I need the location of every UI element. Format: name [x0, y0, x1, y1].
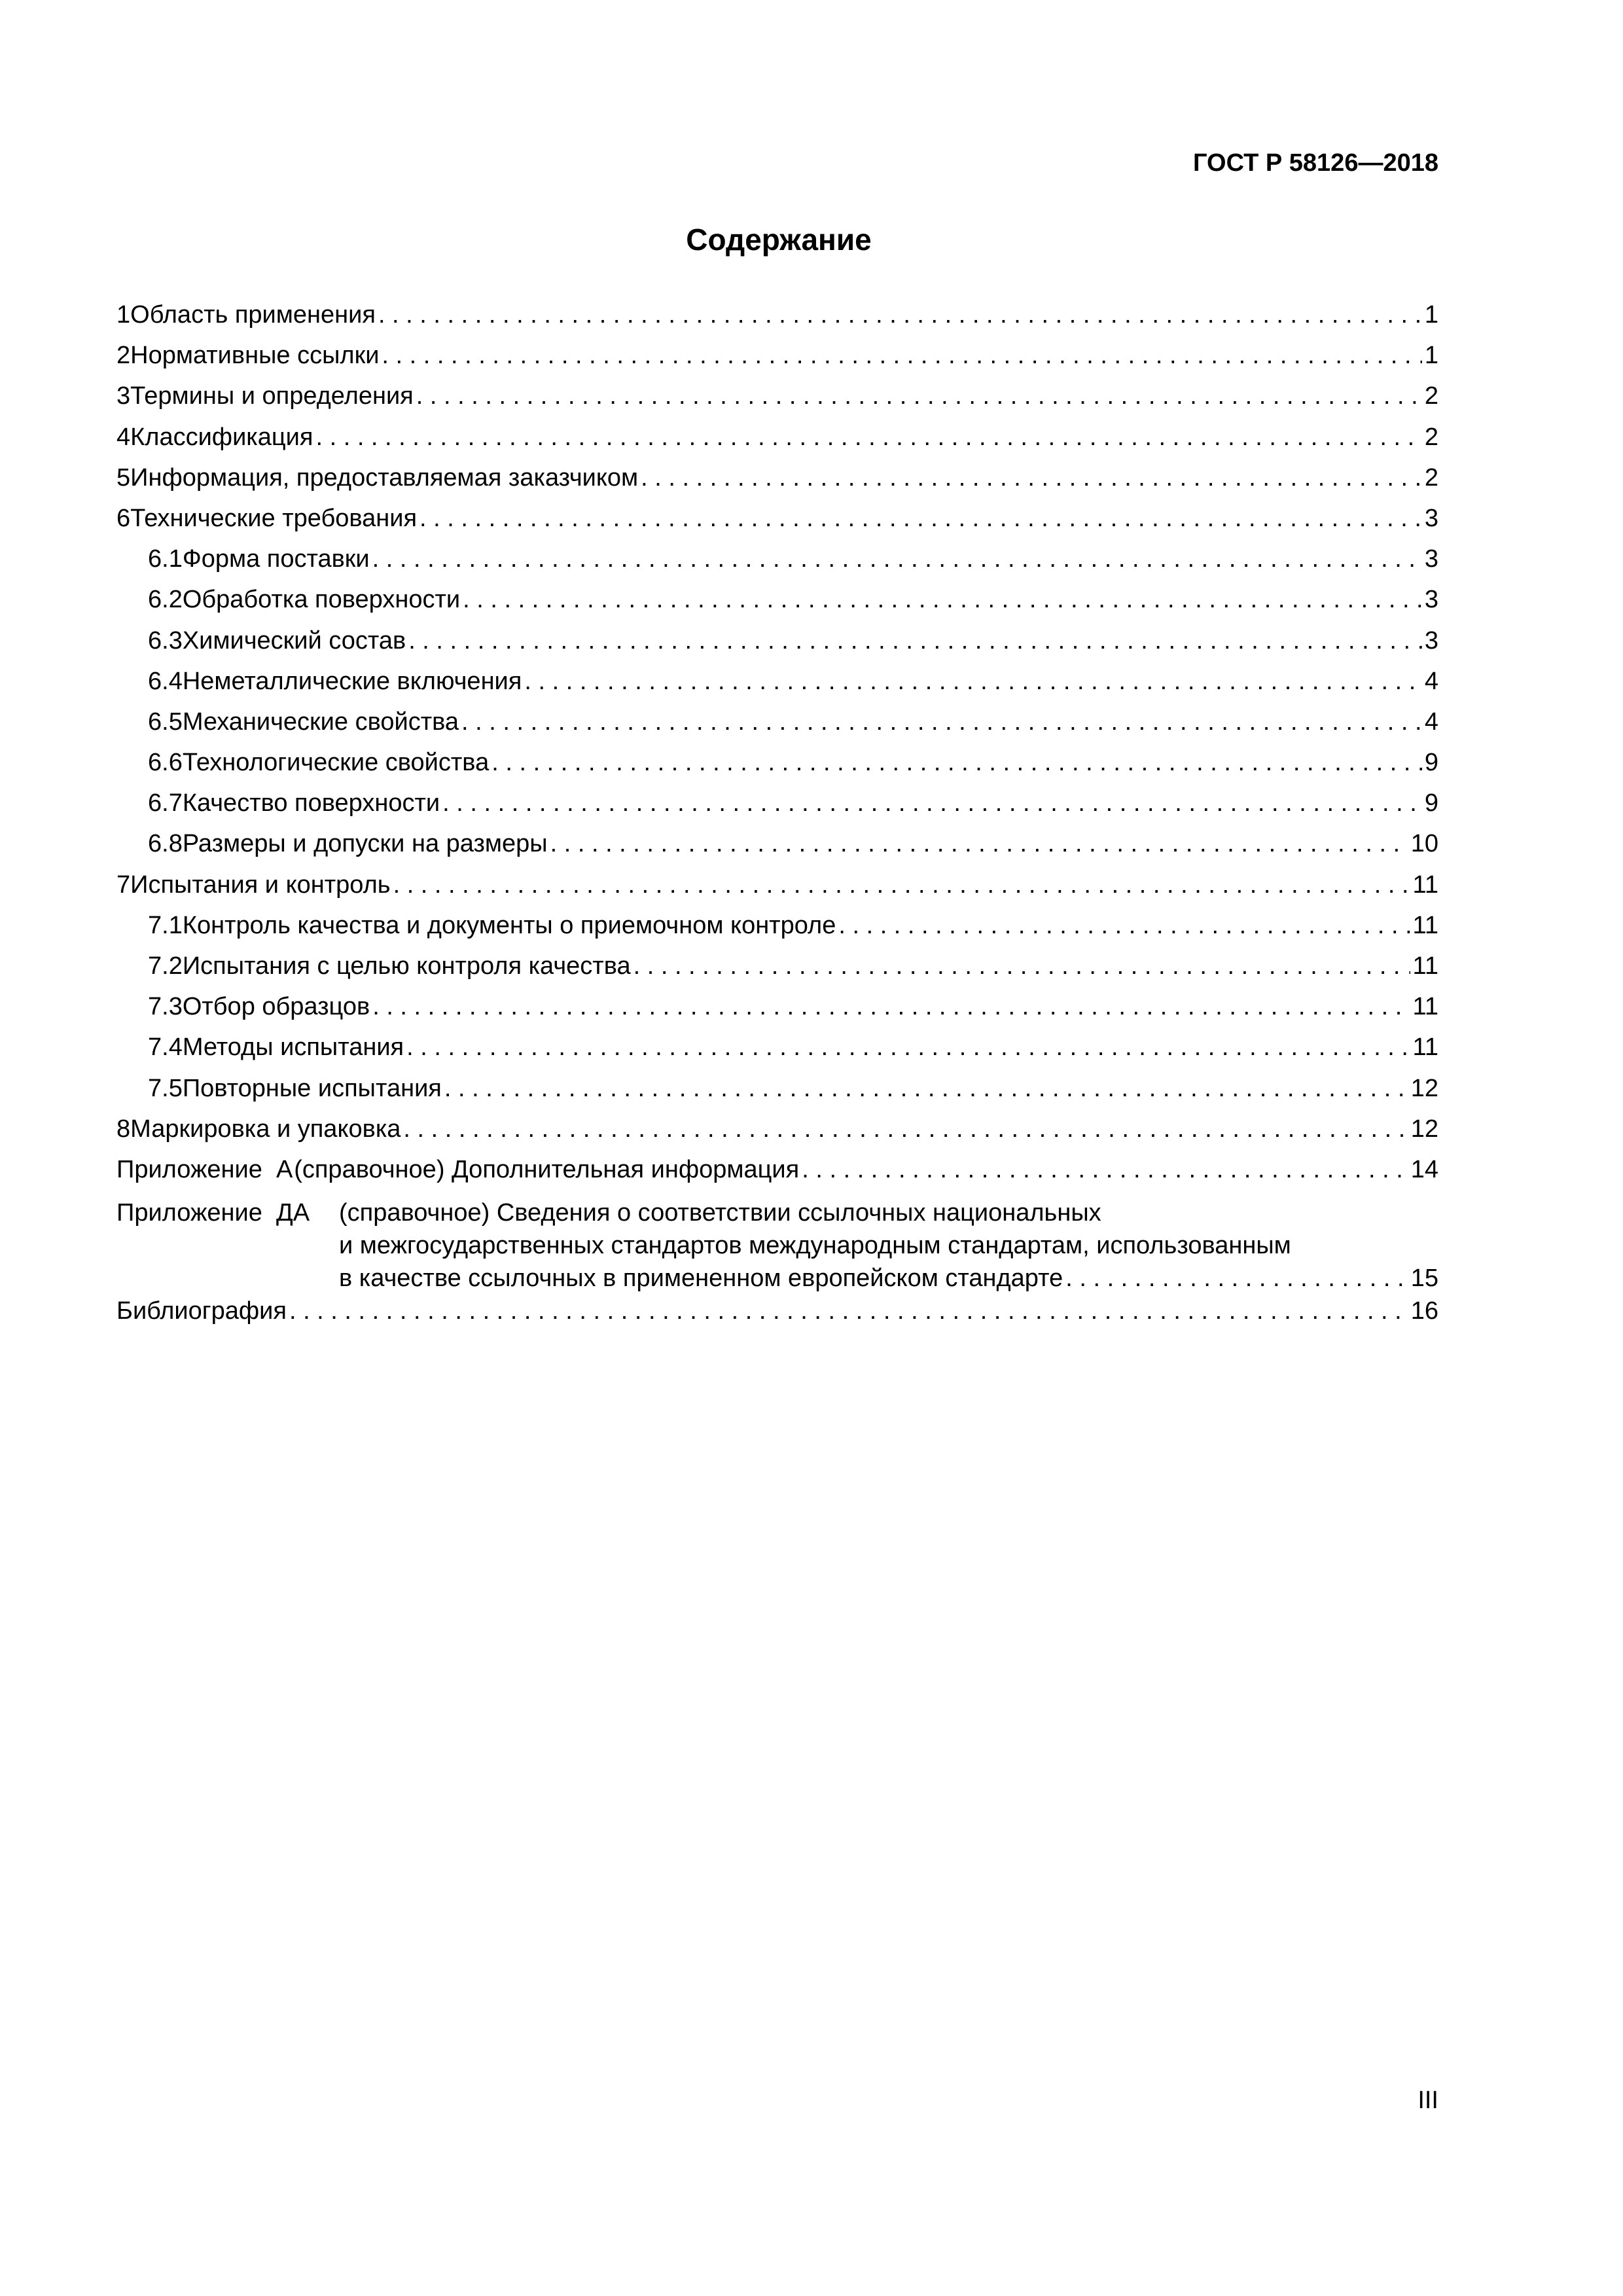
toc-number: 7.3: [148, 993, 183, 1021]
toc-entry-6-1[interactable]: [116, 539, 1438, 579]
toc-page: 14: [1410, 1155, 1438, 1183]
toc-title: Отбор образцов: [182, 993, 370, 1021]
toc-entry-2[interactable]: [116, 335, 1438, 376]
toc-page: 3: [1424, 626, 1438, 655]
toc-page: 16: [1410, 1297, 1438, 1325]
toc-page: 11: [1412, 993, 1438, 1021]
toc-entry-6-7[interactable]: [116, 783, 1438, 823]
toc-title: Качество поверхности: [182, 789, 440, 817]
toc-page: 1: [1424, 342, 1438, 370]
leader-dots: [382, 335, 1421, 376]
leader-dots: [416, 376, 1422, 416]
toc-page: 11: [1412, 1033, 1438, 1062]
toc-entry-6-4[interactable]: [116, 661, 1438, 702]
toc-page: 15: [1410, 1265, 1438, 1293]
toc-number: 6.1: [148, 545, 183, 573]
leader-dots: [550, 823, 1408, 864]
leader-dots: [524, 661, 1422, 702]
toc-number: 6: [116, 504, 131, 532]
toc-entry-6-3[interactable]: [116, 620, 1438, 661]
toc-page: 1: [1424, 301, 1438, 329]
toc-number: 6.3: [148, 626, 183, 655]
toc-number: 1: [116, 301, 131, 329]
toc-title: Технические требования: [130, 504, 418, 532]
leader-dots: [461, 702, 1422, 742]
toc-title: Обработка поверхности: [182, 586, 461, 614]
toc-page: 2: [1424, 423, 1438, 451]
toc-number: 4: [116, 423, 131, 451]
toc-title: Методы испытания: [182, 1033, 404, 1062]
toc-title: Термины и определения: [130, 382, 414, 410]
toc-title: Испытания и контроль: [130, 870, 391, 899]
toc-entry-7-3[interactable]: [116, 986, 1438, 1027]
toc-number: 6.8: [148, 830, 183, 858]
toc-number: 5: [116, 463, 131, 492]
toc-page: 3: [1424, 586, 1438, 614]
toc-entry-6[interactable]: [116, 498, 1438, 539]
toc-entry-6-6[interactable]: [116, 742, 1438, 783]
page-title: Содержание: [686, 223, 872, 257]
leader-dots: [408, 620, 1422, 661]
toc-entry-6-5[interactable]: [116, 702, 1438, 742]
toc-number: 6.5: [148, 708, 183, 736]
toc-title: Технологические свойства: [182, 749, 490, 777]
toc-page: 3: [1424, 504, 1438, 532]
toc-title: (справочное) Дополнительная информация: [294, 1155, 800, 1183]
toc-title: Механические свойства: [182, 708, 459, 736]
table-of-contents: [116, 295, 1438, 1331]
toc-page: 3: [1424, 545, 1438, 573]
leader-dots: [393, 865, 1410, 905]
toc-page: 9: [1424, 749, 1438, 777]
toc-page: 11: [1412, 911, 1438, 939]
toc-page: 2: [1424, 382, 1438, 410]
appendix-prefix: Приложение А: [116, 1155, 293, 1183]
leader-dots: [315, 417, 1421, 457]
toc-entry-6-8[interactable]: [116, 823, 1438, 864]
leader-dots: [1065, 1262, 1408, 1295]
toc-entry-8[interactable]: [116, 1109, 1438, 1149]
toc-page: 2: [1424, 463, 1438, 492]
toc-title: Классификация: [130, 423, 313, 451]
toc-entry-7[interactable]: [116, 865, 1438, 905]
toc-title: Нормативные ссылки: [130, 342, 380, 370]
toc-number: 7.5: [148, 1074, 183, 1102]
toc-number: 6.2: [148, 586, 183, 614]
toc-number: 7.2: [148, 952, 183, 980]
toc-entry-4[interactable]: [116, 417, 1438, 457]
leader-dots: [463, 579, 1422, 620]
toc-page: 12: [1410, 1074, 1438, 1102]
toc-number: 6.7: [148, 789, 183, 817]
leader-dots: [491, 742, 1422, 783]
toc-number: 2: [116, 342, 131, 370]
toc-entry-7-5[interactable]: [116, 1068, 1438, 1109]
toc-entry-1[interactable]: [116, 295, 1438, 335]
toc-page: 4: [1424, 667, 1438, 695]
leader-dots: [633, 946, 1410, 986]
appendix-title-line2: и межгосударственных стандартов международным стандартам, использованным: [339, 1232, 1291, 1260]
leader-dots: [838, 905, 1410, 946]
toc-number: 8: [116, 1115, 131, 1143]
toc-title: Область применения: [130, 301, 376, 329]
toc-page: 4: [1424, 708, 1438, 736]
appendix-title-line3: в качестве ссылочных в примененном европейском стандарте: [339, 1265, 1063, 1293]
leader-dots: [802, 1149, 1408, 1190]
leader-dots: [641, 457, 1422, 498]
leader-dots: [419, 498, 1422, 539]
toc-number: 7.1: [148, 911, 183, 939]
toc-number: 6.4: [148, 667, 183, 695]
appendix-prefix: Приложение ДА: [116, 1199, 310, 1227]
toc-bibliography[interactable]: [116, 1291, 1438, 1331]
toc-number: 7: [116, 870, 131, 899]
toc-entry-7-4[interactable]: [116, 1027, 1438, 1067]
document-code: ГОСТ Р 58126—2018: [1193, 149, 1438, 177]
toc-number: 7.4: [148, 1033, 183, 1062]
toc-entry-3[interactable]: [116, 376, 1438, 416]
toc-entry-5[interactable]: [116, 457, 1438, 498]
toc-appendix-da[interactable]: [116, 1196, 1438, 1304]
leader-dots: [372, 986, 1410, 1027]
toc-title: Испытания с целью контроля качества: [182, 952, 631, 980]
toc-page: 12: [1410, 1115, 1438, 1143]
leader-dots: [406, 1027, 1410, 1067]
toc-title: Химический состав: [182, 626, 406, 655]
leader-dots: [289, 1291, 1408, 1331]
toc-number: 3: [116, 382, 131, 410]
toc-entry-7-1[interactable]: [116, 905, 1438, 946]
toc-title: Информация, предоставляемая заказчиком: [130, 463, 639, 492]
toc-appendix-a[interactable]: [116, 1149, 1438, 1190]
toc-page: 9: [1424, 789, 1438, 817]
appendix-title-line1: (справочное) Сведения о соответствии ссылочных национальных: [339, 1199, 1101, 1227]
toc-page: 11: [1412, 870, 1438, 899]
toc-title: Неметаллические включения: [182, 667, 522, 695]
toc-title: Повторные испытания: [182, 1074, 442, 1102]
page-number: III: [1418, 2087, 1438, 2114]
leader-dots: [372, 539, 1422, 579]
toc-title: Контроль качества и документы о приемочном контроле: [182, 911, 836, 939]
toc-page: 10: [1410, 830, 1438, 858]
leader-dots: [403, 1109, 1408, 1149]
toc-title: Форма поставки: [182, 545, 370, 573]
toc-entry-6-2[interactable]: [116, 579, 1438, 620]
toc-title: Библиография: [116, 1297, 287, 1325]
toc-number: 6.6: [148, 749, 183, 777]
leader-dots: [378, 295, 1422, 335]
toc-title: Маркировка и упаковка: [130, 1115, 401, 1143]
leader-dots: [444, 1068, 1408, 1109]
toc-page: 11: [1412, 952, 1438, 980]
leader-dots: [442, 783, 1422, 823]
toc-title: Размеры и допуски на размеры: [182, 830, 548, 858]
toc-entry-7-2[interactable]: [116, 946, 1438, 986]
